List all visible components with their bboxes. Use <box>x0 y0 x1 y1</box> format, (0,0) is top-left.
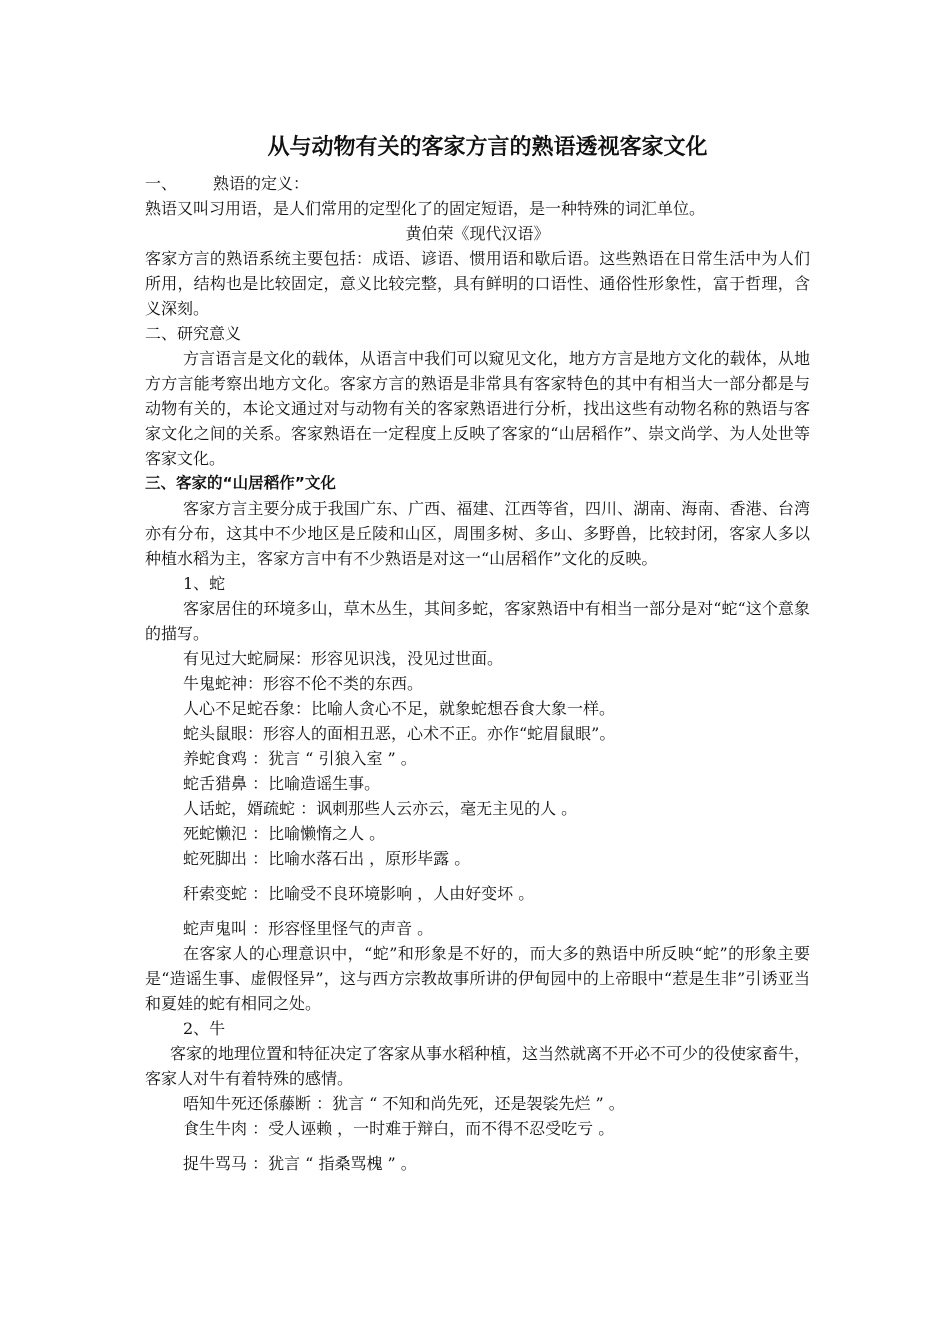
ox-subheading: 2、牛 <box>183 1019 226 1038</box>
snake-idiom: 有见过大蛇屙屎：形容见识浅，没见过世面。 <box>183 649 504 668</box>
section-2-body: 方言语言是文化的载体，从语言中我们可以窥见文化，地方方言是地方文化的载体，从地方方言能考察出地方文化。客家方言的熟语是非常具有客家特色的其中有相当大一部分都是与动物有关的，本论文通过对与动物有关的客家熟语进行分析，找出这些有动物名称的熟语与客家文化之间的关系。客家熟语在一定程度上反映了客家的“山居稻作”、崇文尚学、为人处世等客家文化。 <box>145 349 810 468</box>
section-1-source: 黄伯荣《现代汉语》 <box>405 224 550 243</box>
section-3-body: 客家方言主要分成于我国广东、广西、福建、江西等省，四川、湖南、海南、香港、台湾亦有分布，这其中不少地区是丘陵和山区，周围多树、多山、多野兽，比较封闭，客家人多以种植水稻为主，客家方言中有不少熟语是对这一“山居稻作”文化的反映。 <box>145 499 810 568</box>
section-3-heading: 三、客家的“山居稻作”文化 <box>145 474 336 492</box>
snake-idiom: 牛鬼蛇神：形容不伦不类的东西。 <box>183 674 424 693</box>
snake-idiom: 人心不足蛇吞象：比喻人贪心不足，就象蛇想吞食大象一样。 <box>183 699 616 718</box>
snake-intro: 客家居住的环境多山，草木丛生，其间多蛇，客家熟语中有相当一部分是对“蛇“这个意象的描写。 <box>145 599 810 643</box>
snake-idiom: 蛇死脚出 ：比喻水落石出 ，原形毕露 。 <box>183 849 471 868</box>
document-title: 从与动物有关的客家方言的熟语透视客家文化 <box>267 135 708 160</box>
snake-summary: 在客家人的心理意识中，“蛇”和形象是不好的，而大多的熟语中所反映“蛇”的形象主要是“造谣生事、虚假怪异”，这与西方宗教故事所讲的伊甸园中的上帝眼中“惹是生非”引诱亚当和夏娃的蛇有相同之处。 <box>145 944 810 1013</box>
ox-intro: 客家的地理位置和特征决定了客家从事水稻种植，这当然就离不开必不可少的役使家畜牛，客家人对牛有着特殊的感情。 <box>145 1044 811 1088</box>
snake-idiom: 人话蛇，婿疏蛇 ：讽刺那些人云亦云，毫无主见的人 。 <box>183 799 578 818</box>
snake-idiom: 死蛇懒氾 ：比喻懒惰之人 。 <box>183 824 386 843</box>
section-1-number: 一、 <box>145 174 178 193</box>
section-1-heading-text: 熟语的定义： <box>213 174 310 193</box>
snake-idiom: 蛇舌猎鼻 ：比喻造谣生事。 <box>183 774 381 793</box>
ox-idiom: 捉牛骂马 ：犹言 “ 指桑骂槐 ” 。 <box>183 1154 417 1173</box>
snake-idiom: 蛇头鼠眼：形容人的面相丑恶，心术不正。亦作“蛇眉鼠眼”。 <box>183 724 616 743</box>
snake-idiom: 养蛇食鸡 ：犹言 “ 引狼入室 ” 。 <box>183 749 417 768</box>
section-1-heading <box>145 171 810 196</box>
ox-idiom: 食生牛肉 ：受人诬赖 ，一时难于辩白，而不得不忍受吃亏 。 <box>183 1119 615 1138</box>
snake-idiom: 秆索变蛇 ：比喻受不良环境影响 ，人由好变坏 。 <box>183 884 535 903</box>
snake-subheading: 1、蛇 <box>183 574 226 593</box>
section-1-definition: 熟语又叫习用语，是人们常用的定型化了的固定短语，是一种特殊的词汇单位。 <box>145 199 706 218</box>
snake-idiom: 蛇声鬼叫 ：形容怪里怪气的声音 。 <box>183 919 434 938</box>
section-1-body: 客家方言的熟语系统主要包括：成语、谚语、惯用语和歇后语。这些熟语在日常生活中为人们所用，结构也是比较固定，意义比较完整，具有鲜明的口语性、通俗性形象性，富于哲理，含义深刻。 <box>145 249 810 318</box>
ox-idiom: 唔知牛死还係藤断 ：犹言 “ 不知和尚先死，还是袈裟先烂 ” 。 <box>183 1094 625 1113</box>
section-2-heading: 二、研究意义 <box>145 324 242 343</box>
document-body <box>145 133 810 1176</box>
